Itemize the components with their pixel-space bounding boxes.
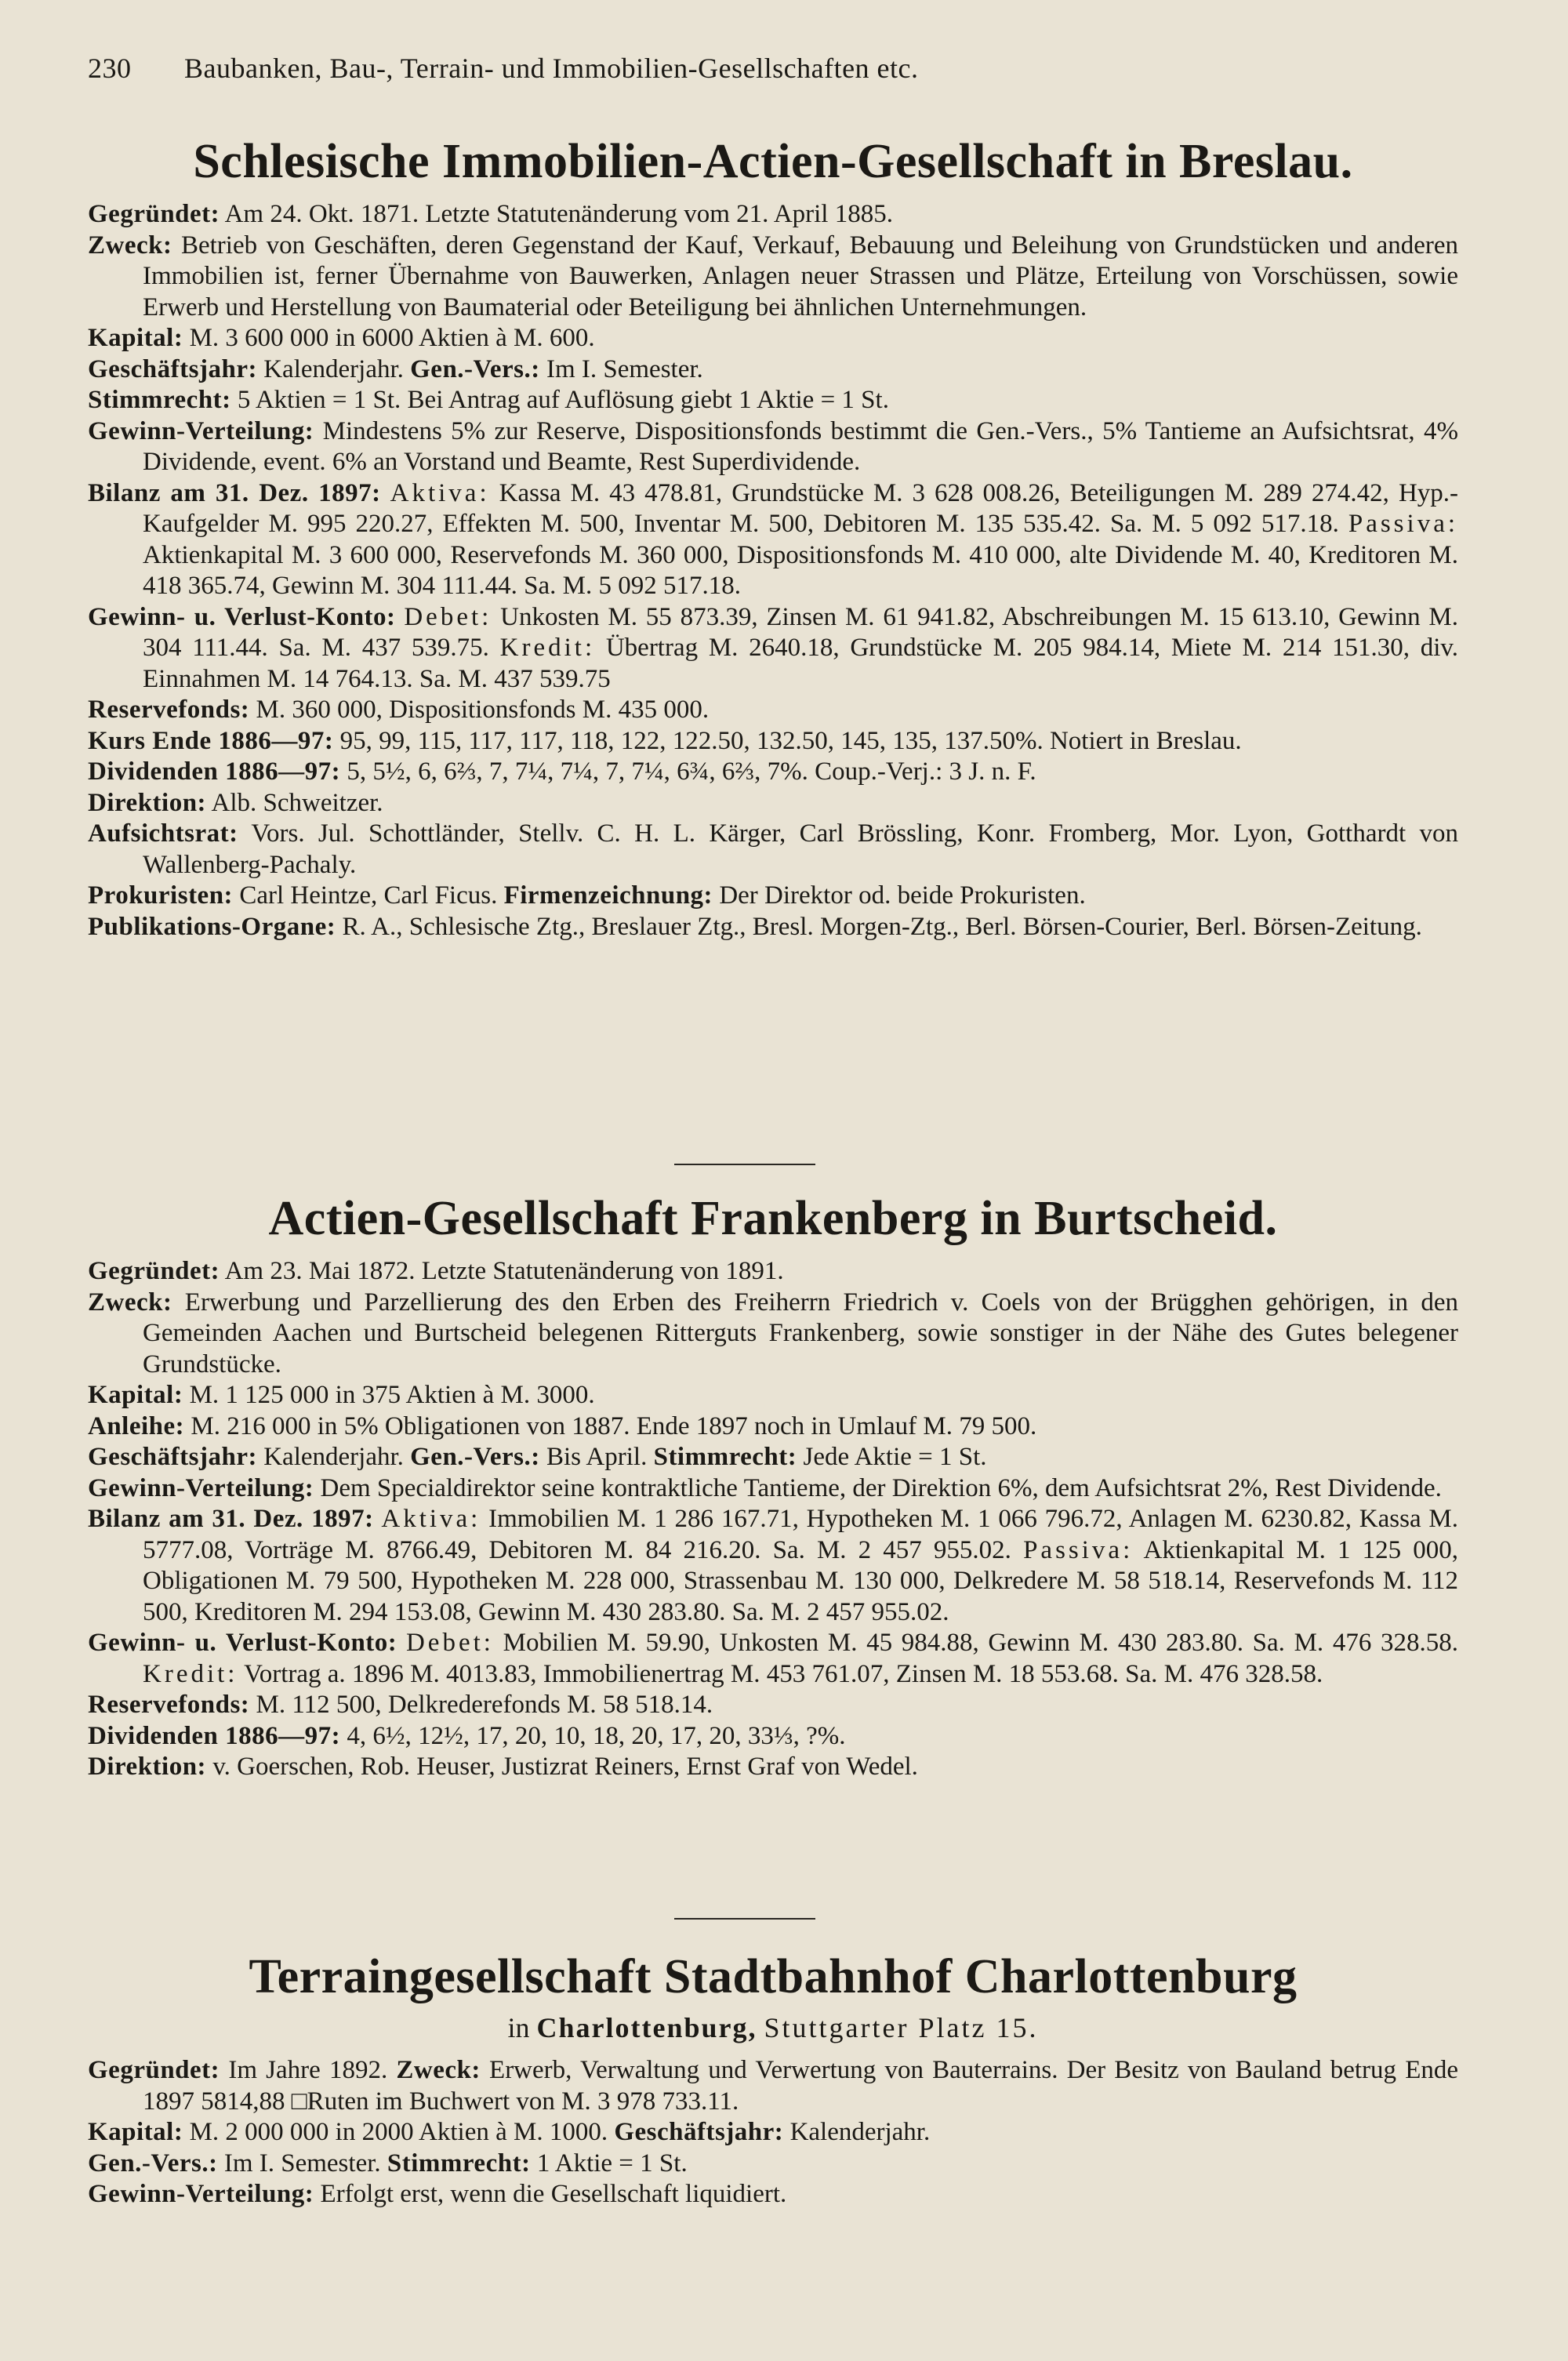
- entry-text: Im Jahre 1892.: [228, 2056, 388, 2085]
- entry-text: Im I. Semester.: [223, 2149, 381, 2178]
- entry-label: Kapital:: [88, 1381, 183, 1410]
- entry-text: M. 112 500, Delkrederefonds M. 58 518.14.: [256, 1691, 713, 1720]
- entry-aufsichtsrat: [88, 819, 1458, 881]
- entry-label: Gen.-Vers.:: [88, 2149, 218, 2178]
- entry-dividenden: [88, 757, 1458, 788]
- entry-label-3: Stimmrecht:: [653, 1443, 797, 1472]
- section-frankenberg: [88, 1192, 1458, 1783]
- entry-text: Erfolgt erst, wenn die Gesellschaft liquidiert.: [320, 2180, 787, 2209]
- entry-gewinn-verteilung: [88, 1473, 1458, 1505]
- kredit-text: Vortrag a. 1896 M. 4013.83, Immobilienertrag M. 453 761.07, Zinsen M. 18 553.68. Sa. M. 476 328.58.: [244, 1659, 1323, 1688]
- entry-text: Vors. Jul. Schottländer, Stellv. C. H. L. Kärger, Carl Brössling, Konr. Fromberg, Mor. Lyon, Gotthardt von Wallenberg-Pachaly.: [143, 819, 1458, 879]
- entry-text-2: Kalenderjahr.: [789, 2118, 931, 2147]
- entry-text-3: Jede Aktie = 1 St.: [803, 1443, 987, 1472]
- entry-label: Geschäftsjahr:: [88, 354, 257, 383]
- entry-text: Carl Heintze, Carl Ficus.: [239, 881, 498, 910]
- entry-text: R. A., Schlesische Ztg., Breslauer Ztg., Bresl. Morgen-Ztg., Berl. Börsen-Courier, Berl. Börsen-Zeitung.: [342, 912, 1422, 941]
- entry-text: Kalenderjahr.: [263, 1443, 404, 1472]
- debet-text: Unkosten M. 55 873.39, Zinsen M. 61 941.82, Abschreibungen M. 15 613.10, Gewinn M. 304 111.44. Sa. M. 437 539.75.: [143, 602, 1459, 663]
- entry-prokuristen: [88, 881, 1458, 912]
- kredit-label: Kredit:: [499, 634, 596, 663]
- entry-label: Gegründet:: [88, 200, 220, 229]
- entry-label-2: Firmenzeichnung:: [503, 881, 713, 910]
- entry-kapital: [88, 323, 1458, 354]
- entry-label-2: Zweck:: [396, 2056, 481, 2085]
- entry-text: v. Goerschen, Rob. Heuser, Justizrat Reiners, Ernst Graf von Wedel.: [212, 1753, 918, 1782]
- entry-label: Stimmrecht:: [88, 386, 231, 415]
- entry-label: Gegründet:: [88, 2056, 220, 2085]
- entry-zweck: [88, 1288, 1458, 1381]
- entry-label-2: Stimmrecht:: [387, 2149, 531, 2178]
- subtitle-street: Stuttgarter Platz 15.: [764, 2012, 1039, 2044]
- aktiva-label: Aktiva:: [390, 478, 490, 507]
- kredit-label: Kredit:: [143, 1659, 238, 1688]
- section-subtitle: [88, 2011, 1458, 2044]
- running-title: Baubanken, Bau-, Terrain- und Immobilien-Gesellschaften etc.: [184, 53, 919, 84]
- entry-zweck: [88, 231, 1458, 324]
- entry-dividenden: [88, 1721, 1458, 1753]
- entry-text: Mindestens 5% zur Reserve, Dispositionsfonds bestimmt die Gen.-Vers., 5% Tantieme an Aufsichtsrat, 4% Dividende, event. 6% an Vorstand und Beamte, Rest Superdividende.: [143, 416, 1458, 477]
- entry-text: M. 216 000 in 5% Obligationen von 1887. Ende 1897 noch in Umlauf M. 79 500.: [191, 1411, 1037, 1440]
- debet-text: Mobilien M. 59.90, Unkosten M. 45 984.88, Gewinn M. 430 283.80. Sa. M. 476 328.58.: [503, 1629, 1458, 1658]
- entry-label: Aufsichtsrat:: [88, 819, 238, 848]
- entry-gegruendet: [88, 199, 1458, 231]
- entry-text: 95, 99, 115, 117, 117, 118, 122, 122.50, 132.50, 145, 135, 137.50%. Notiert in Breslau.: [339, 726, 1242, 755]
- entry-text: Kalenderjahr.: [263, 354, 404, 383]
- entry-gen-vers: [88, 2149, 1458, 2180]
- entry-text: Dem Specialdirektor seine kontraktliche Tantieme, der Direktion 6%, dem Aufsichtsrat 2%, Rest Dividende.: [320, 1473, 1442, 1502]
- entry-reservefonds: [88, 695, 1458, 726]
- entry-label: Anleihe:: [88, 1411, 185, 1440]
- entry-reservefonds: [88, 1690, 1458, 1721]
- entry-label: Direktion:: [88, 1753, 207, 1782]
- section-divider: [674, 1918, 815, 1920]
- entry-bilanz: [88, 1504, 1458, 1628]
- entry-guv: [88, 602, 1458, 696]
- entry-label: Gewinn-Verteilung:: [88, 416, 314, 445]
- entry-text: Am 23. Mai 1872. Letzte Statutenänderung von 1891.: [224, 1257, 784, 1286]
- entry-guv: [88, 1628, 1458, 1690]
- section-title: Schlesische Immobilien-Actien-Gesellschaft in Breslau.: [193, 135, 1353, 188]
- running-header: [88, 52, 919, 85]
- entry-label: Direktion:: [88, 788, 207, 817]
- entry-text: M. 360 000, Dispositionsfonds M. 435 000.: [256, 696, 710, 725]
- page-number: 230: [88, 53, 132, 84]
- entry-label: Kapital:: [88, 324, 183, 353]
- debet-label: Debet:: [405, 1629, 494, 1658]
- passiva-text: Aktienkapital M. 3 600 000, Reservefonds M. 360 000, Dispositionsfonds M. 410 000, alte Dividende M. 40, Kreditoren M. 418 365.74, Gewinn M. 304 111.44. Sa. M. 5 092 517.18.: [143, 540, 1458, 601]
- entry-kapital: [88, 1380, 1458, 1411]
- entry-label: Prokuristen:: [88, 881, 234, 910]
- entry-label: Zweck:: [88, 231, 172, 260]
- entry-text: 4, 6½, 12½, 17, 20, 10, 18, 20, 17, 20, 33⅓, ?%.: [347, 1721, 846, 1750]
- entry-label: Kapital:: [88, 2118, 183, 2147]
- entry-gewinn-verteilung: [88, 2179, 1458, 2210]
- entry-text-2: Erwerb, Verwaltung und Verwertung von Bauterrains. Der Besitz von Bauland betrug Ende 1897 5814,88 □Ruten im Buchwert von M. 3 978 733.11.: [143, 2056, 1459, 2116]
- entry-kurs: [88, 726, 1458, 757]
- entry-text-2: 3 J. n. F.: [949, 757, 1036, 786]
- subtitle-prefix: in: [507, 2012, 530, 2044]
- aktiva-text: Immobilien M. 1 286 167.71, Hypotheken M. 1 066 796.72, Anlagen M. 6230.82, Kassa M. 5777.08, Vorträge M. 8766.49, Debitoren M. 84 216.20. Sa. M. 2 457 955.02.: [143, 1505, 1458, 1564]
- entry-label-2: Gen.-Vers.:: [410, 354, 540, 383]
- entry-bilanz: [88, 478, 1458, 602]
- entry-label: Reservefonds:: [88, 1691, 250, 1720]
- kredit-text: Übertrag M. 2640.18, Grundstücke M. 205 984.14, Miete M. 214 151.30, div. Einnahmen M. 14 764.13. Sa. M. 437 539.75: [143, 634, 1459, 693]
- entry-gewinn-verteilung: [88, 416, 1458, 478]
- section-schlesische: [88, 135, 1458, 943]
- entry-text: M. 3 600 000 in 6000 Aktien à M. 600.: [189, 324, 595, 353]
- entry-text: Betrieb von Geschäften, deren Gegenstand der Kauf, Verkauf, Bebauung und Beleihung von Grundstücken und anderen Immobilien ist, ferner Übernahme von Bauwerken, Anlagen neuer Strassen und Plätze, Erteilung von Vorschüssen, sowie Erwerb und Herstellung von Baumaterial oder Beteiligung bei ähnlichen Unternehmungen.: [143, 231, 1458, 321]
- entry-gegruendet: [88, 2055, 1458, 2117]
- entry-label: Geschäftsjahr:: [88, 1443, 257, 1472]
- entry-label: Gewinn- u. Verlust-Konto:: [88, 1629, 397, 1658]
- section-divider: [674, 1164, 815, 1165]
- section-title: Actien-Gesellschaft Frankenberg in Burtscheid.: [268, 1192, 1278, 1245]
- entry-label: Kurs Ende 1886—97:: [88, 726, 334, 755]
- entry-geschaeftsjahr: [88, 354, 1458, 386]
- passiva-label: Passiva:: [1348, 510, 1459, 539]
- entry-anleihe: [88, 1411, 1458, 1443]
- entry-label: Dividenden 1886—97:: [88, 1721, 341, 1750]
- entry-label: Bilanz am 31. Dez. 1897:: [88, 478, 381, 507]
- entry-label: Dividenden 1886—97:: [88, 757, 341, 786]
- entry-text: M. 2 000 000 in 2000 Aktien à M. 1000.: [189, 2118, 608, 2147]
- entry-gegruendet: [88, 1256, 1458, 1288]
- entry-text: M. 1 125 000 in 375 Aktien à M. 3000.: [189, 1381, 595, 1410]
- entry-label: Gewinn- u. Verlust-Konto:: [88, 602, 396, 631]
- entry-label: Gewinn-Verteilung:: [88, 1473, 314, 1502]
- entry-label: Bilanz am 31. Dez. 1897:: [88, 1505, 374, 1534]
- passiva-text: Aktienkapital M. 1 125 000, Obligationen M. 79 500, Hypotheken M. 228 000, Strassenbau M. 130 000, Delkredere M. 58 518.14, Reservefonds M. 112 500, Kreditoren M. 294 153.08, Gewinn M. 430 283.80. Sa. M. 2 457 955.02.: [143, 1535, 1459, 1626]
- entry-label-2: Geschäftsjahr:: [614, 2118, 784, 2147]
- section-charlottenburg: [88, 1950, 1458, 2210]
- entry-label: Zweck:: [88, 1288, 172, 1317]
- section-title: Terraingesellschaft Stadtbahnhof Charlottenburg: [249, 1950, 1298, 2003]
- passiva-label: Passiva:: [1023, 1535, 1134, 1564]
- entry-label-2: Gen.-Vers.:: [410, 1443, 540, 1472]
- entry-stimmrecht: [88, 385, 1458, 416]
- entry-text-2: 1 Aktie = 1 St.: [536, 2149, 688, 2178]
- entry-publikations-organe: [88, 912, 1458, 943]
- entry-text: 5 Aktien = 1 St. Bei Antrag auf Auflösung giebt 1 Aktie = 1 St.: [237, 386, 889, 415]
- entry-geschaeftsjahr: [88, 1442, 1458, 1473]
- entry-text-2: Im I. Semester.: [546, 354, 703, 383]
- entry-label: Gewinn-Verteilung:: [88, 2180, 314, 2209]
- subtitle-city: Charlottenburg,: [536, 2012, 757, 2044]
- entry-text: Am 24. Okt. 1871. Letzte Statutenänderung vom 21. April 1885.: [224, 200, 893, 229]
- debet-label: Debet:: [404, 602, 492, 631]
- aktiva-label: Aktiva:: [381, 1505, 481, 1534]
- entry-label: Gegründet:: [88, 1257, 220, 1286]
- entry-text: Erwerbung und Parzellierung des den Erben des Freiherrn Friedrich v. Coels von der Brügghen gehörigen, in den Gemeinden Aachen und Burtscheid belegenen Ritterguts Frankenberg, sowie sonstiger in der Nähe des Gutes belegener Grundstücke.: [143, 1288, 1459, 1378]
- entry-text: 5, 5½, 6, 6⅔, 7, 7¼, 7¼, 7, 7¼, 6¾, 6⅔, 7%.: [347, 757, 808, 786]
- entry-text: Alb. Schweitzer.: [211, 788, 383, 817]
- entry-kapital: [88, 2117, 1458, 2149]
- entry-text-2: Der Direktor od. beide Prokuristen.: [719, 881, 1086, 910]
- entry-label: Publikations-Organe:: [88, 912, 336, 941]
- entry-direktion: [88, 788, 1458, 819]
- entry-label: Reservefonds:: [88, 696, 250, 725]
- aktiva-text: Kassa M. 43 478.81, Grundstücke M. 3 628 008.26, Beteiligungen M. 289 274.42, Hyp.-Kaufgelder M. 995 220.27, Effekten M. 500, Inventar M. 500, Debitoren M. 135 535.42. Sa. M. 5 092 517.18.: [143, 478, 1459, 539]
- entry-label-2: Coup.-Verj.:: [815, 757, 943, 786]
- entry-direktion: [88, 1752, 1458, 1783]
- entry-text-2: Bis April.: [546, 1443, 648, 1472]
